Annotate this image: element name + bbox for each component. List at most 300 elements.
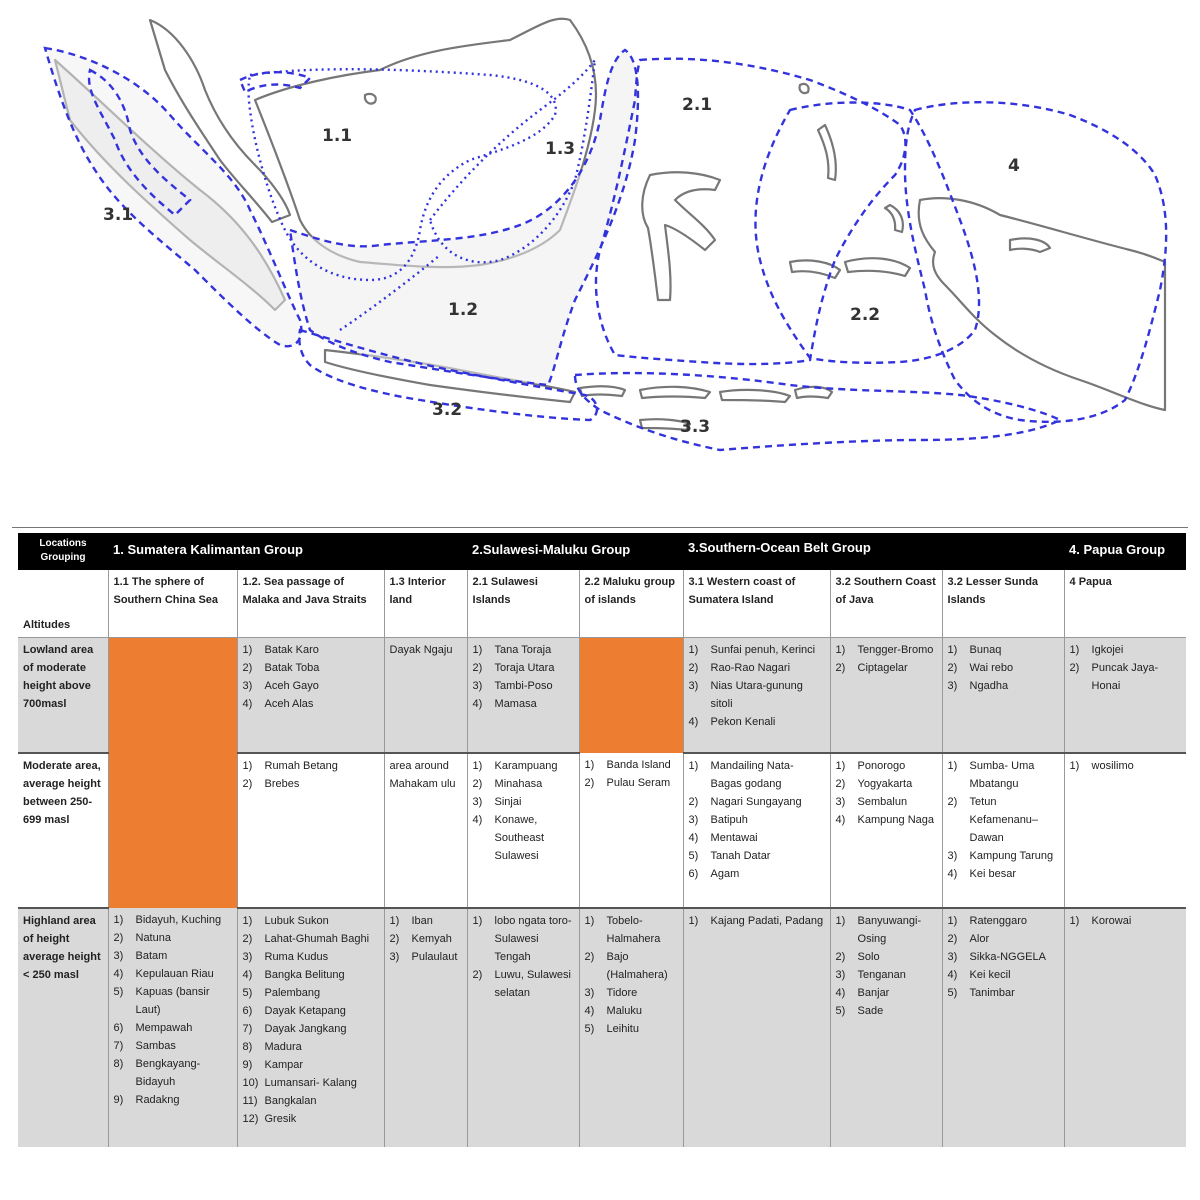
list-item — [473, 659, 574, 677]
list-item — [836, 793, 937, 811]
list-item — [948, 865, 1059, 883]
list-number: 2) — [947, 795, 958, 808]
subgroup-header: 3.2 Southern Coast of Java — [830, 570, 942, 638]
list-item — [836, 757, 937, 775]
location-list — [1070, 641, 1182, 695]
list-number: 1) — [947, 759, 958, 772]
group-header-row — [18, 533, 1186, 570]
list-item-text: Mandailing Nata-Bagas godang — [710, 759, 794, 790]
list-item — [689, 793, 825, 811]
list-number: 4) — [947, 968, 958, 981]
table-cell — [683, 638, 830, 753]
list-item-text: Bangkalan — [264, 1094, 317, 1107]
section-divider — [12, 527, 1188, 528]
list-item — [243, 1110, 379, 1128]
list-number: 1) — [1069, 644, 1080, 656]
table-cell — [579, 753, 683, 908]
table-cell — [237, 908, 384, 1148]
list-item-text: Mentawai — [710, 831, 758, 844]
highlight-cell — [579, 638, 683, 753]
list-number: 5) — [688, 849, 699, 862]
table-cell — [384, 753, 467, 908]
list-item-text: Ratenggaro — [969, 914, 1028, 927]
list-number: 3) — [389, 950, 400, 963]
list-number: 3) — [835, 795, 846, 808]
list-number: 3) — [947, 950, 958, 963]
group-4-header: 4. Papua Group — [1064, 533, 1186, 570]
list-item-text: Tambi-Poso — [494, 680, 553, 692]
table-cell — [830, 908, 942, 1148]
altitude-row-highland — [18, 908, 1186, 1148]
table-cell — [1064, 753, 1186, 908]
list-number: 3) — [242, 680, 253, 692]
list-item-text: Konawe, Southeast Sulawesi — [494, 813, 545, 862]
list-item-text: Bengkayang-Bidayuh — [135, 1057, 201, 1088]
list-item — [836, 811, 937, 829]
altitudes-label: Altitudes — [23, 619, 71, 631]
list-item-text: Batak Karo — [264, 644, 319, 656]
group-3-header: 3.Southern-Ocean Belt Group — [683, 533, 1064, 570]
list-item-text: Kapuas (bansir Laut) — [135, 985, 210, 1016]
table-cell — [683, 908, 830, 1148]
list-item — [689, 829, 825, 847]
list-item — [114, 983, 232, 1019]
list-item-text: Bidayuh, Kuching — [135, 913, 222, 926]
list-number: 1) — [1069, 759, 1080, 772]
list-item — [243, 1038, 379, 1056]
list-item-text: Dayak Ketapang — [264, 1004, 346, 1017]
list-number: 1) — [584, 758, 595, 771]
table-cell — [942, 753, 1064, 908]
label-3-1: 3.1 — [103, 205, 134, 225]
list-number: 6) — [113, 1021, 124, 1034]
table-cell — [830, 753, 942, 908]
label-3-2: 3.2 — [432, 400, 463, 420]
location-list — [1070, 912, 1182, 930]
list-item — [114, 1055, 232, 1091]
list-item-text: Sinjai — [494, 795, 522, 808]
list-item — [473, 912, 574, 966]
list-item-text: Aceh Alas — [264, 698, 314, 710]
list-item-text: Tengger-Bromo — [857, 644, 934, 656]
label-2-1: 2.1 — [682, 95, 713, 115]
list-item — [836, 775, 937, 793]
list-number: 12) — [242, 1112, 259, 1125]
list-number: 4) — [472, 698, 483, 710]
list-number: 2) — [947, 662, 958, 674]
list-item — [948, 659, 1059, 677]
subgroup-header: 2.2 Maluku group of islands — [579, 570, 683, 638]
list-item — [585, 1002, 678, 1020]
list-item — [390, 912, 462, 930]
list-number: 4) — [835, 813, 846, 826]
list-item — [948, 757, 1059, 793]
list-number: 4) — [584, 1004, 595, 1017]
list-item — [585, 774, 678, 792]
list-item-text: Ponorogo — [857, 759, 906, 772]
table-cell — [467, 753, 579, 908]
list-item-text: Kepulauan Riau — [135, 967, 214, 980]
list-number: 1) — [472, 759, 483, 772]
list-item-text: Kei kecil — [969, 968, 1011, 981]
list-item — [585, 756, 678, 774]
table-cell — [384, 638, 467, 753]
list-item — [243, 966, 379, 984]
list-item-text: Bajo (Halmahera) — [606, 950, 668, 981]
list-number: 4) — [688, 716, 699, 728]
altitudes-header — [18, 570, 108, 638]
table-cell — [1064, 908, 1186, 1148]
corner-header: Locations Grouping — [18, 533, 108, 570]
list-number: 4) — [242, 698, 253, 710]
subgroup-header: 3.2 Lesser Sunda Islands — [942, 570, 1064, 638]
location-list — [473, 912, 574, 1002]
subgroup-header-row — [18, 570, 1186, 638]
list-number: 4) — [472, 813, 483, 826]
list-item-text: Radakng — [135, 1093, 180, 1106]
list-item-text: Luwu, Sulawesi selatan — [494, 968, 571, 999]
list-item-text: Madura — [264, 1040, 302, 1053]
list-item-text: Bangka Belitung — [264, 968, 345, 981]
list-item — [1070, 659, 1182, 695]
location-list — [689, 757, 825, 883]
location-list — [114, 911, 232, 1109]
list-item — [836, 659, 937, 677]
list-item-text: Kei besar — [969, 867, 1017, 880]
list-item — [948, 847, 1059, 865]
list-item — [243, 677, 379, 695]
list-item-text: Ruma Kudus — [264, 950, 329, 963]
list-number: 1) — [113, 913, 124, 926]
list-item-text: Sikka-NGGELA — [969, 950, 1046, 963]
list-item — [243, 1056, 379, 1074]
list-item — [948, 966, 1059, 984]
list-item — [689, 713, 825, 731]
list-item — [243, 659, 379, 677]
group-2-header: 2.Sulawesi-Maluku Group — [467, 533, 683, 570]
list-item — [948, 930, 1059, 948]
list-item — [114, 1091, 232, 1109]
table-cell — [942, 638, 1064, 753]
list-item — [1070, 757, 1182, 775]
location-list — [585, 912, 678, 1038]
list-number: 1) — [472, 644, 483, 656]
list-item — [585, 912, 678, 948]
subgroup-header: 1.1 The sphere of Southern China Sea — [108, 570, 237, 638]
location-list — [243, 641, 379, 713]
list-item-text: Gresik — [264, 1112, 297, 1125]
list-number: 2) — [835, 662, 846, 674]
list-number: 5) — [835, 1004, 846, 1017]
list-item-text: Sade — [857, 1004, 884, 1017]
list-item — [836, 948, 937, 966]
list-item — [689, 912, 825, 930]
list-item — [114, 1019, 232, 1037]
list-number: 1) — [242, 914, 253, 927]
list-item-text: lobo ngata toro-Sulawesi Tengah — [494, 914, 572, 963]
label-2-2: 2.2 — [850, 305, 881, 325]
cell-text: Dayak Ngaju — [389, 644, 453, 656]
list-item-text: Tenganan — [857, 968, 906, 981]
list-item — [948, 641, 1059, 659]
list-number: 8) — [113, 1057, 124, 1070]
location-list — [948, 757, 1059, 883]
list-item — [243, 948, 379, 966]
list-number: 3) — [242, 950, 253, 963]
list-item — [473, 966, 574, 1002]
group-1-header: 1. Sumatera Kalimantan Group — [108, 533, 467, 570]
list-item — [114, 911, 232, 929]
label-3-3: 3.3 — [680, 417, 711, 437]
list-item — [473, 641, 574, 659]
list-number: 2) — [242, 662, 253, 674]
list-number: 2) — [1069, 662, 1080, 674]
list-item — [473, 695, 574, 713]
list-item — [948, 677, 1059, 695]
list-item — [689, 641, 825, 659]
list-number: 9) — [113, 1093, 124, 1106]
subgroup-header: 2.1 Sulawesi Islands — [467, 570, 579, 638]
list-item-text: Sumba- Uma Mbatangu — [969, 759, 1035, 790]
list-number: 7) — [113, 1039, 124, 1052]
list-item-text: Tana Toraja — [494, 644, 552, 656]
list-number: 1) — [688, 759, 699, 772]
list-number: 2) — [472, 777, 483, 790]
list-item-text: Rao-Rao Nagari — [710, 662, 791, 674]
list-number: 3) — [835, 968, 846, 981]
list-number: 4) — [113, 967, 124, 980]
list-number: 1) — [947, 914, 958, 927]
list-item — [585, 948, 678, 984]
list-number: 5) — [242, 986, 253, 999]
list-number: 1) — [389, 914, 400, 927]
list-number: 1) — [472, 914, 483, 927]
list-item — [243, 1074, 379, 1092]
list-number: 3) — [113, 949, 124, 962]
list-item-text: Maluku — [606, 1004, 642, 1017]
list-number: 1) — [947, 644, 958, 656]
table-cell — [683, 753, 830, 908]
list-item-text: Kajang Padati, Padang — [710, 914, 824, 927]
list-item-text: Mempawah — [135, 1021, 193, 1034]
label-1-3: 1.3 — [545, 139, 576, 159]
location-list — [1070, 757, 1182, 775]
list-item-text: Dayak Jangkang — [264, 1022, 347, 1035]
table-cell — [237, 638, 384, 753]
list-item — [473, 757, 574, 775]
list-number: 2) — [835, 950, 846, 963]
list-item — [390, 930, 462, 948]
location-list — [243, 757, 379, 793]
list-item — [243, 1002, 379, 1020]
list-item — [689, 811, 825, 829]
list-item — [243, 775, 379, 793]
list-item-text: Aceh Gayo — [264, 680, 319, 692]
list-number: 1) — [242, 759, 253, 772]
indonesia-region-map — [0, 0, 1200, 470]
list-item-text: Pulaulaut — [411, 950, 458, 963]
list-item-text: Natuna — [135, 931, 171, 944]
list-number: 6) — [688, 867, 699, 880]
highlight-cell — [108, 753, 237, 908]
subgroup-header: 1.2. Sea passage of Malaka and Java Straits — [237, 570, 384, 638]
location-list — [473, 641, 574, 713]
altitude-row-moderate — [18, 753, 1186, 908]
list-item-text: Banda Island — [606, 758, 671, 771]
list-number: 5) — [113, 985, 124, 998]
location-list — [585, 756, 678, 792]
table-cell — [108, 908, 237, 1148]
list-item — [243, 1020, 379, 1038]
list-number: 2) — [947, 932, 958, 945]
list-number: 11) — [242, 1094, 258, 1107]
table-cell — [942, 908, 1064, 1148]
location-list — [689, 912, 825, 930]
list-number: 3) — [472, 680, 483, 692]
list-item-text: Batak Toba — [264, 662, 320, 674]
list-item-text: Rumah Betang — [264, 759, 338, 772]
location-list — [836, 912, 937, 1020]
table-cell — [467, 908, 579, 1148]
location-list — [243, 912, 379, 1128]
list-item — [689, 659, 825, 677]
list-number: 3) — [472, 795, 483, 808]
list-item-text: Sunfai penuh, Kerinci — [710, 644, 816, 656]
list-item-text: Kemyah — [411, 932, 452, 945]
list-item — [243, 984, 379, 1002]
cell-text: area around Mahakam ulu — [389, 759, 456, 790]
list-number: 2) — [835, 777, 846, 790]
list-number: 2) — [242, 777, 253, 790]
list-number: 4) — [242, 968, 253, 981]
list-item-text: Kampung Tarung — [969, 849, 1054, 862]
subgroup-header: 3.1 Western coast of Sumatera Island — [683, 570, 830, 638]
list-item — [243, 641, 379, 659]
list-item — [114, 947, 232, 965]
table-cell — [579, 908, 683, 1148]
list-item-text: Igkojei — [1091, 644, 1124, 656]
list-item-text: Wai rebo — [969, 662, 1014, 674]
list-number: 10) — [242, 1076, 259, 1089]
list-number: 1) — [1069, 914, 1080, 927]
list-number: 2) — [472, 968, 483, 981]
location-list — [473, 757, 574, 865]
list-item-text: Lumansari- Kalang — [264, 1076, 357, 1089]
list-item-text: Korowai — [1091, 914, 1132, 927]
list-item — [390, 948, 462, 966]
list-item-text: Ngadha — [969, 680, 1009, 692]
list-number: 5) — [947, 986, 958, 999]
list-item — [473, 811, 574, 865]
list-item-text: Mamasa — [494, 698, 537, 710]
list-number: 2) — [113, 931, 124, 944]
list-item — [1070, 641, 1182, 659]
list-item-text: Kampar — [264, 1058, 304, 1071]
list-item-text: Alor — [969, 932, 990, 945]
list-item-text: Brebes — [264, 777, 300, 790]
list-item-text: Toraja Utara — [494, 662, 555, 674]
list-item — [473, 793, 574, 811]
list-item-text: Nagari Sungayang — [710, 795, 802, 808]
list-number: 1) — [242, 644, 253, 656]
label-1-2: 1.2 — [448, 300, 479, 320]
highlight-cell — [108, 638, 237, 753]
altitude-label: Moderate area, average height between 250-699 masl — [18, 753, 108, 908]
list-item-text: Batam — [135, 949, 168, 962]
list-item-text: Puncak Jaya-Honai — [1091, 662, 1159, 692]
list-item — [689, 865, 825, 883]
list-item — [948, 984, 1059, 1002]
list-item — [948, 912, 1059, 930]
list-item-text: Kampung Naga — [857, 813, 934, 826]
location-list — [948, 912, 1059, 1002]
list-item-text: Tobelo-Halmahera — [606, 914, 661, 945]
list-item-text: Lahat-Ghumah Baghi — [264, 932, 370, 945]
list-item-text: Agam — [710, 867, 740, 880]
list-item — [948, 793, 1059, 847]
table-cell — [467, 638, 579, 753]
list-number: 5) — [584, 1022, 595, 1035]
location-list — [390, 912, 462, 966]
list-number: 9) — [242, 1058, 253, 1071]
list-number: 1) — [835, 914, 846, 927]
list-item-text: Solo — [857, 950, 880, 963]
list-item — [243, 695, 379, 713]
list-item-text: Lubuk Sukon — [264, 914, 329, 927]
list-number: 1) — [688, 914, 699, 927]
list-item-text: Palembang — [264, 986, 321, 999]
table-cell — [237, 753, 384, 908]
list-item-text: Sembalun — [857, 795, 908, 808]
list-item — [243, 930, 379, 948]
list-number: 4) — [947, 867, 958, 880]
altitude-label: Lowland area of moderate height above 700masl — [18, 638, 108, 753]
location-list — [836, 757, 937, 829]
list-item — [473, 677, 574, 695]
subgroup-header: 1.3 Interior land — [384, 570, 467, 638]
list-item-text: Leihitu — [606, 1022, 639, 1035]
list-number: 3) — [688, 680, 699, 692]
list-item-text: Karampuang — [494, 759, 558, 772]
list-number: 2) — [688, 662, 699, 674]
list-number: 3) — [947, 680, 958, 692]
list-number: 2) — [584, 776, 595, 789]
list-item — [114, 965, 232, 983]
list-number: 1) — [584, 914, 595, 927]
list-item — [689, 847, 825, 865]
list-item — [243, 912, 379, 930]
location-list — [836, 641, 937, 677]
altitude-row-lowland — [18, 638, 1186, 753]
location-list — [689, 641, 825, 731]
list-number: 4) — [688, 831, 699, 844]
list-item — [1070, 912, 1182, 930]
list-item-text: Tidore — [606, 986, 638, 999]
subgroup-header: 4 Papua — [1064, 570, 1186, 638]
list-number: 2) — [472, 662, 483, 674]
list-item-text: Sambas — [135, 1039, 176, 1052]
list-item-text: Minahasa — [494, 777, 543, 790]
list-item-text: Banyuwangi-Osing — [857, 914, 922, 945]
list-item-text: Bunaq — [969, 644, 1002, 656]
list-number: 8) — [242, 1040, 253, 1053]
list-number: 4) — [835, 986, 846, 999]
list-item-text: Yogyakarta — [857, 777, 913, 790]
list-item — [689, 677, 825, 713]
list-item-text: Tanimbar — [969, 986, 1015, 999]
list-item-text: Nias Utara-gunung sitoli — [710, 680, 803, 710]
list-item — [243, 757, 379, 775]
